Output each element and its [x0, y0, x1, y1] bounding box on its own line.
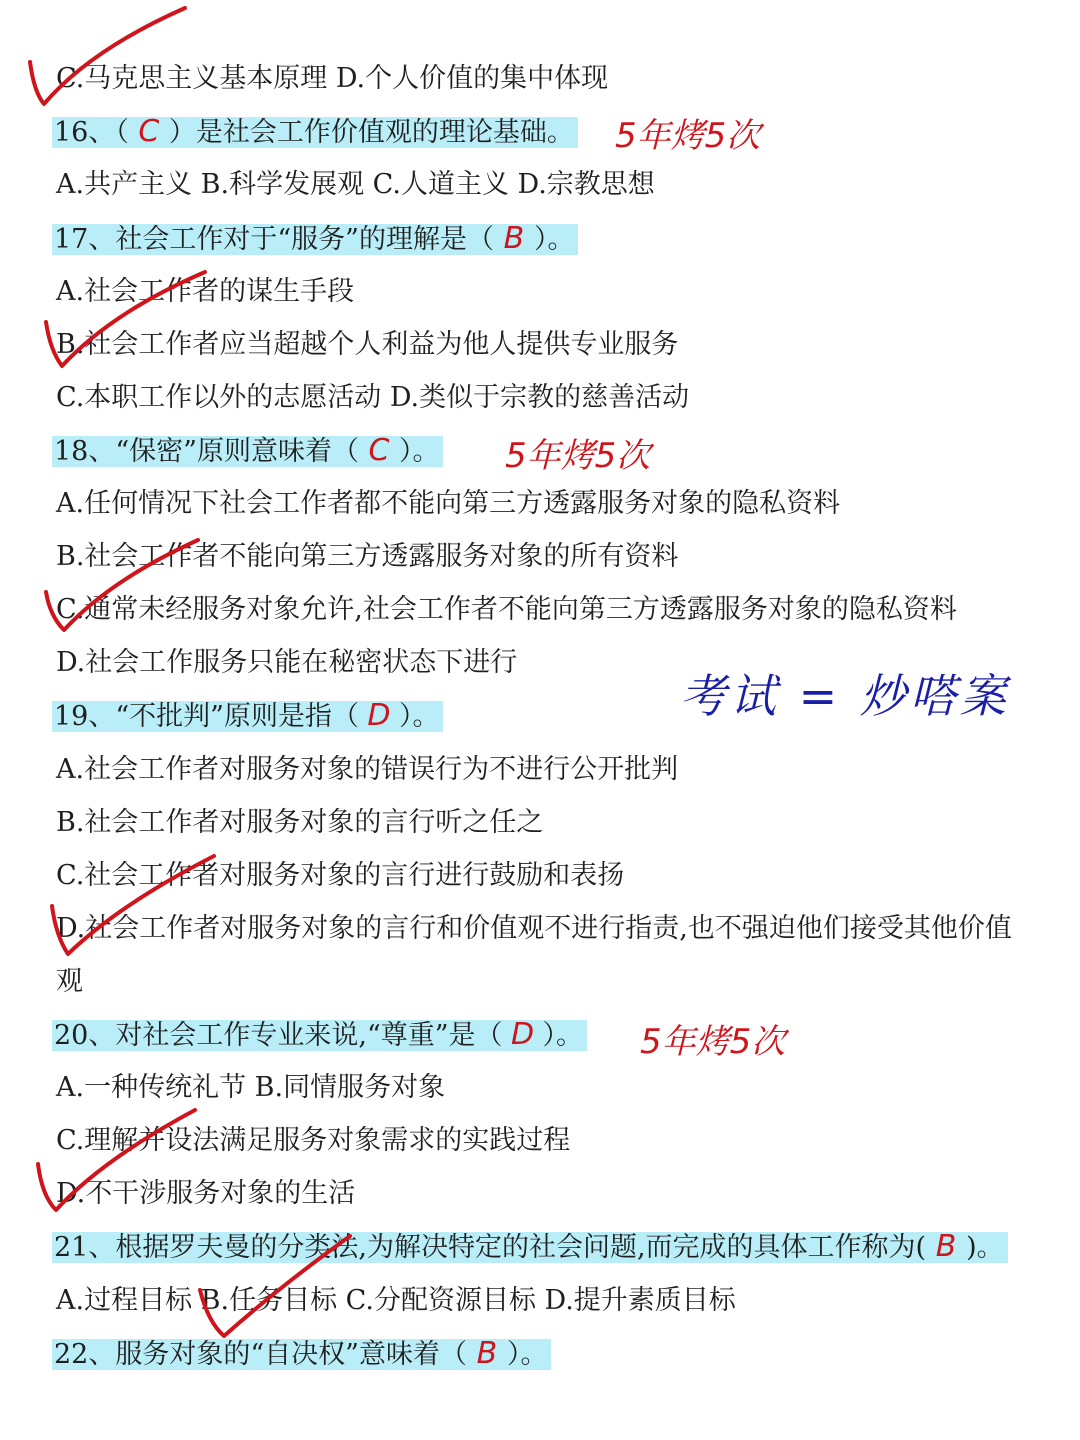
option-line: A.任何情况下社会工作者都不能向第三方透露服务对象的隐私资料: [56, 488, 841, 519]
option-line: C.理解并设法满足服务对象需求的实践过程: [56, 1125, 571, 1156]
option-line: 观: [56, 966, 83, 997]
option-line: A.一种传统礼节 B.同情服务对象: [56, 1072, 446, 1103]
handwritten-frequency-note: 5年烤5次: [615, 116, 761, 156]
option-line: D.不干涉服务对象的生活: [56, 1178, 356, 1209]
option-line: A.社会工作者对服务对象的错误行为不进行公开批判: [56, 754, 679, 785]
option-line: B.社会工作者不能向第三方透露服务对象的所有资料: [56, 541, 679, 572]
option-line: C.马克思主义基本原理 D.个人价值的集中体现: [56, 63, 609, 94]
question-21: 21、根据罗夫曼的分类法,为解决特定的社会问题,而完成的具体工作称为( B )。: [56, 1230, 1008, 1265]
handwritten-frequency-note: 5年烤5次: [505, 436, 651, 476]
handwritten-answer: D: [367, 698, 391, 733]
handwritten-answer: B: [503, 221, 525, 256]
handwritten-frequency-note: 5年烤5次: [640, 1022, 786, 1062]
option-line: B.社会工作者应当超越个人利益为他人提供专业服务: [56, 329, 679, 360]
handwritten-answer: B: [935, 1229, 957, 1264]
option-line: A.共产主义 B.科学发展观 C.人道主义 D.宗教思想: [56, 169, 655, 200]
question-16: 16、（ C ）是社会工作价值观的理论基础。: [56, 115, 578, 150]
handwritten-exam-note: 考试 = 炒嗒案: [680, 669, 1010, 723]
option-line: A.过程目标 B.任务目标 C.分配资源目标 D.提升素质目标: [56, 1285, 736, 1316]
question-20: 20、对社会工作专业来说,“尊重”是（ D ）。: [56, 1018, 587, 1053]
question-18: 18、“保密”原则意味着（ C ）。: [56, 434, 443, 469]
option-line: C.社会工作者对服务对象的言行进行鼓励和表扬: [56, 860, 625, 891]
handwritten-answer: D: [510, 1017, 535, 1052]
handwritten-answer: C: [138, 114, 160, 149]
handwritten-answer: C: [368, 433, 390, 468]
option-line: D.社会工作者对服务对象的言行和价值观不进行指责,也不强迫他们接受其他价值: [56, 913, 1012, 944]
handwritten-answer: B: [476, 1336, 498, 1371]
option-line: C.本职工作以外的志愿活动 D.类似于宗教的慈善活动: [56, 382, 690, 413]
question-22: 22、服务对象的“自决权”意味着（ B ）。: [56, 1337, 551, 1372]
option-line: B.社会工作者对服务对象的言行听之任之: [56, 807, 544, 838]
option-line: C.通常未经服务对象允许,社会工作者不能向第三方透露服务对象的隐私资料: [56, 594, 957, 625]
question-19: 19、“不批判”原则是指（ D ）。: [56, 699, 443, 734]
question-17: 17、社会工作对于“服务”的理解是（ B ）。: [56, 222, 578, 257]
option-line: A.社会工作者的谋生手段: [56, 276, 355, 307]
option-line: D.社会工作服务只能在秘密状态下进行: [56, 647, 518, 678]
